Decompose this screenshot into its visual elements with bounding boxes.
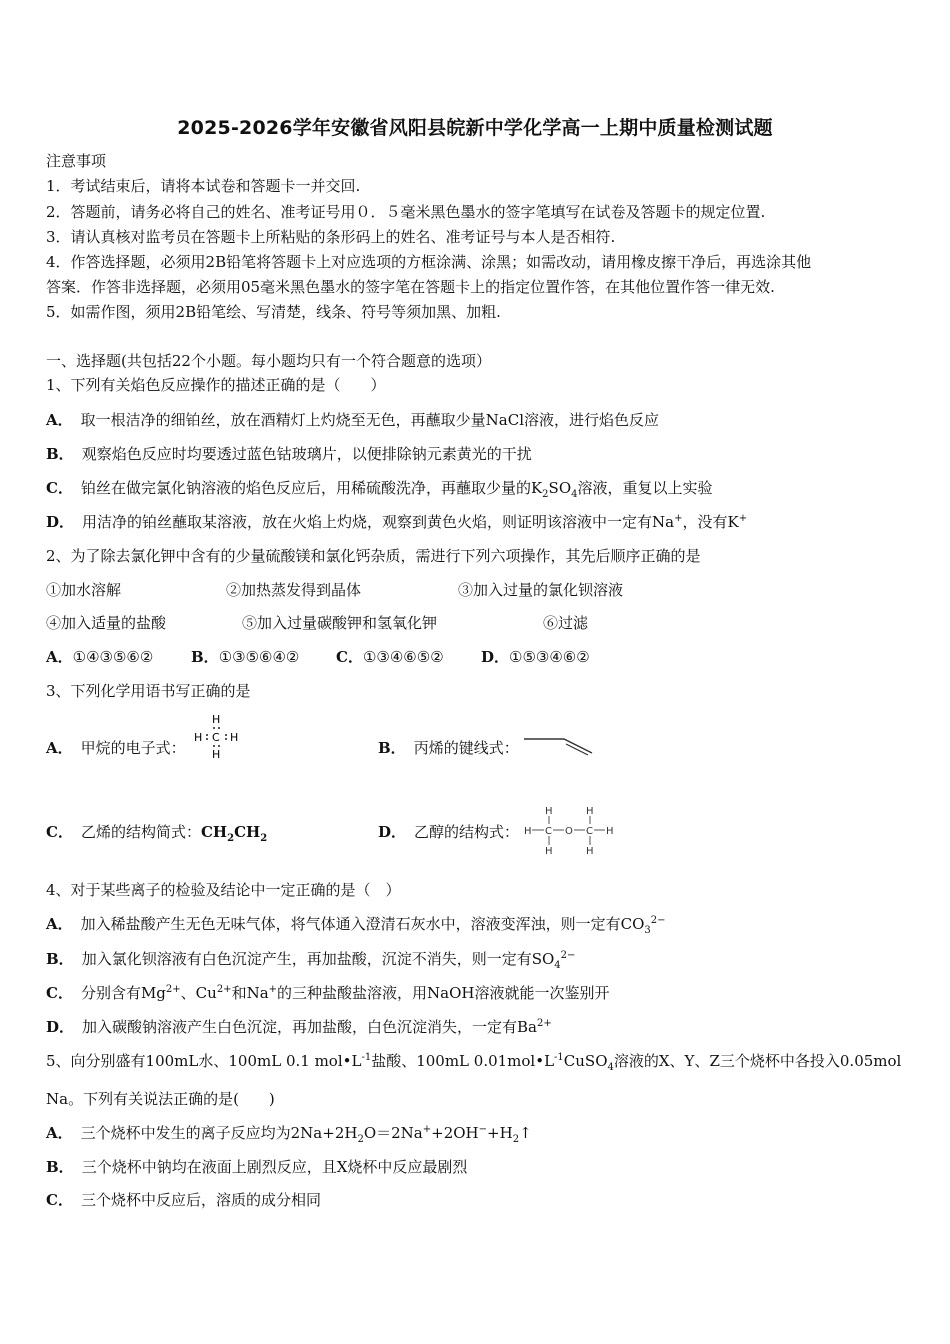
option-text: ①⑤③④⑥② [509,648,590,666]
notice-item: 5．如需作图，须用2B铅笔绘、写清楚，线条、符号等须加黑、加粗. [46,303,501,321]
question-1-option-a [46,410,659,430]
question-2-option-b [191,647,299,667]
electron-dot [213,745,215,747]
stem-text: CuSO [563,1052,608,1070]
superscript: -1 [554,1052,564,1063]
option-label: A． [46,411,73,429]
operation-item: ②加热蒸发得到晶体 [226,581,362,599]
stem-text: 溶液的X、Y、Z三个烧杯中各投入0.05mol [613,1052,902,1070]
question-4-option-d [46,1017,552,1037]
question-3-option-b [378,738,519,758]
option-label: A． [46,739,73,757]
formula-part: CH [200,823,228,841]
question-2-option-a [46,647,153,667]
option-label: C． [336,648,363,666]
option-text: O＝2Na [363,1124,423,1142]
question-4-option-c [46,983,609,1003]
option-text: 的三种盐酸盐溶液，用NaOH溶液就能一次鉴别开 [277,984,610,1002]
option-label: A． [46,1124,73,1142]
superscript: 2− [650,915,666,926]
option-text: 乙烯的结构简式： [80,823,201,841]
option-label: C． [46,479,73,497]
atom-c: C [545,826,552,837]
question-3-stem: 3、下列化学用语书写正确的是 [46,682,251,700]
atom-h: H [230,731,239,744]
atom-h: H [194,731,203,744]
option-text: 观察焰色反应时均要透过蓝色钴玻璃片，以便排除钠元素黄光的干扰 [81,445,532,463]
question-1-option-d [46,512,747,532]
stem-text: 5、向分别盛有100mL水、100mL 0.1 mol•L [46,1052,362,1070]
question-5-option-c [46,1190,321,1210]
option-text: 乙醇的结构式： [414,823,520,841]
subscript: 2 [512,1134,520,1145]
question-3-option-c [46,822,267,842]
option-text: 铂丝在做完氯化钠溶液的焰色反应后，用稀硫酸洗净，再蘸取少量的K [80,479,543,497]
option-text: +H [487,1124,513,1142]
option-label: D． [378,823,407,841]
atom-h: H [545,846,553,857]
ethanol-structural-formula [522,803,622,857]
question-1-option-b [46,444,532,464]
option-label: A． [46,915,73,933]
option-label: B． [378,739,406,757]
option-label: D． [46,1018,75,1036]
electron-dot [213,727,215,729]
notice-item: 1．考试结束后，请将本试卷和答题卡一并交回. [46,177,361,195]
electron-dot [218,727,220,729]
question-4-option-a [46,914,666,934]
stem-text: 盐酸、100mL 0.01mol•L [371,1052,555,1070]
operation-item: ③加入过量的氯化钡溶液 [458,581,624,599]
option-text: 、Cu [180,984,217,1002]
notice-item: 2．答题前，请务必将自己的姓名、准考证号用０．５毫米黑色墨水的签字笔填写在试卷及答题卡的规定位置. [46,203,766,221]
superscript: 2− [560,950,576,961]
option-text: 和Na [231,984,269,1002]
option-text: 加入碳酸钠溶液产生白色沉淀，再加盐酸，白色沉淀消失，一定有Ba [82,1018,537,1036]
electron-dot [225,734,227,736]
option-label: B． [191,648,219,666]
atom-h: H [586,806,594,817]
subscript: 4 [571,489,578,500]
superscript: + [268,984,278,995]
question-1-option-c [46,478,713,498]
question-5-option-b [46,1157,467,1177]
subscript: 4 [554,960,561,971]
question-5-stem-line2: Na。下列有关说法正确的是( ) [46,1090,275,1108]
option-text: 加入氯化钡溶液有白色沉淀产生，再加盐酸，沉淀不消失，则一定有SO [81,950,555,968]
electron-dot [218,745,220,747]
superscript: -1 [361,1052,372,1063]
question-5-stem [46,1051,901,1071]
propene-skeletal-formula [522,733,594,757]
question-2-stem: 2、为了除去氯化钾中含有的少量硫酸镁和氯化钙杂质，需进行下列六项操作，其先后顺序正确的是 [46,547,701,565]
option-label: D． [46,513,75,531]
subscript: 2 [357,1134,364,1145]
subscript: 3 [644,925,651,936]
superscript: + [674,513,683,524]
subscript: 2 [227,833,235,844]
electron-dot [225,738,227,740]
notice-item: 4．作答选择题，必须用2B铅笔将答题卡上对应选项的方框涂满、涂黑；如需改动，请用橡皮擦干净后，再选涂其他 [46,253,812,271]
question-2-option-d [481,647,590,667]
option-text: 分别含有Mg [80,984,166,1002]
electron-dot [206,738,208,740]
operation-item: ①加水溶解 [46,581,122,599]
option-text: ①③④⑥⑤② [362,648,444,666]
option-text: 三个烧杯中钠均在液面上剧烈反应，且X烧杯中反应最剧烈 [81,1158,468,1176]
option-text: ①④③⑤⑥② [72,648,154,666]
subscript: 2 [542,489,549,500]
question-4-stem: 4、对于某些离子的检验及结论中一定正确的是（ ） [46,881,401,899]
operation-item: ④加入适量的盐酸 [46,614,167,632]
operation-item: ⑤加入过量碳酸钾和氢氧化钾 [242,614,438,632]
superscript: 2+ [537,1018,552,1029]
question-2-option-c [336,647,444,667]
option-label: C． [46,823,73,841]
option-text: ，没有K [682,513,739,531]
option-text: 溶液，重复以上实验 [577,479,713,497]
subscript: 2 [260,833,268,844]
superscript: + [422,1124,432,1135]
superscript: 2+ [165,984,181,995]
question-1-stem: 1、下列有关焰色反应操作的描述正确的是（ ） [46,376,386,394]
atom-h: H [212,713,221,726]
atom-h: H [524,826,532,837]
option-text: ↑ [519,1124,532,1142]
atom-c: C [212,731,220,744]
option-text: SO [548,479,572,497]
superscript: − [478,1124,488,1135]
atom-h: H [212,748,221,760]
notice-item: 3．请认真核对监考员在答题卡上所粘贴的条形码上的姓名、准考证号与本人是否相符. [46,228,616,246]
question-4-option-b [46,949,575,969]
option-label: C． [46,1191,73,1209]
operation-item: ⑥过滤 [543,614,589,632]
option-label: A． [46,648,73,666]
atom-h: H [545,806,553,817]
bond-line [524,739,592,753]
option-text: 取一根洁净的细铂丝，放在酒精灯上灼烧至无色，再蘸取少量NaCl溶液，进行焰色反应 [80,411,659,429]
option-label: C． [46,984,73,1002]
formula-part: CH [234,823,261,841]
atom-h: H [606,826,614,837]
electron-dot [206,734,208,736]
option-text: 加入稀盐酸产生无色无味气体，将气体通入澄清石灰水中，溶液变浑浊，则一定有CO [80,915,645,933]
superscript: + [738,513,748,524]
page-title: 2025-2026学年安徽省风阳县皖新中学化学高一上期中质量检测试题 [177,117,773,139]
option-label: B． [46,1158,74,1176]
question-3-option-a [46,738,186,758]
option-label: D． [481,648,510,666]
atom-h: H [586,846,594,857]
notice-item: 答案．作答非选择题，必须用05毫米黑色墨水的签字笔在答题卡上的指定位置作答，在其他位置作答一律无效. [46,278,775,296]
atom-o: O [565,826,573,837]
option-text: 丙烯的键线式： [413,739,519,757]
option-text: ①③⑤⑥④② [218,648,300,666]
option-text: 三个烧杯中发生的离子反应均为2Na+2H [80,1124,358,1142]
option-label: B． [46,445,74,463]
question-5-option-a [46,1123,532,1143]
option-text: 三个烧杯中反应后，溶质的成分相同 [80,1191,321,1209]
section-heading: 一、选择题(共包括22个小题。每小题均只有一个符合题意的选项） [46,352,491,370]
question-3-option-d [378,822,519,842]
subscript: 4 [607,1062,614,1073]
methane-electron-formula [192,712,242,760]
option-text: +2OH [431,1124,479,1142]
notice-heading: 注意事项 [46,152,107,170]
option-text: 甲烷的电子式： [80,739,186,757]
superscript: 2+ [216,984,232,995]
option-text: 用洁净的铂丝蘸取某溶液，放在火焰上灼烧，观察到黄色火焰，则证明该溶液中一定有Na [82,513,675,531]
atom-c: C [586,826,593,837]
option-label: B． [46,950,74,968]
